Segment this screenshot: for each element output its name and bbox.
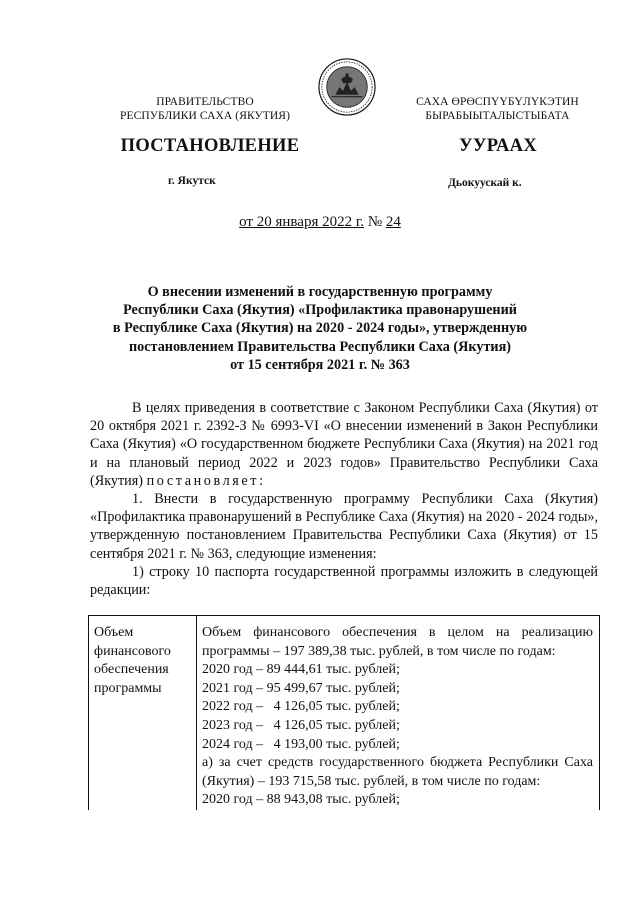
decree-number-sign: № bbox=[367, 214, 383, 230]
year-line: 2022 год – 4 126,05 тыс. рублей; bbox=[202, 699, 400, 715]
year-line: 2024 год – 4 193,00 тыс. рублей; bbox=[202, 736, 400, 752]
coat-of-arms-icon bbox=[318, 58, 376, 116]
intro-paragraph bbox=[90, 399, 598, 490]
decree-number: 24 bbox=[385, 214, 401, 230]
title-sakha: УУРААХ bbox=[459, 136, 537, 156]
subject-line: Республики Саха (Якутия) «Профилактика правонарушений bbox=[123, 302, 517, 319]
decree-date: от 20 января 2022 г. bbox=[239, 214, 365, 230]
decree-body bbox=[90, 399, 598, 599]
item-1-1-paragraph: 1) строку 10 паспорта государственной программы изложить в следующей редакции: bbox=[90, 563, 598, 599]
header-left bbox=[100, 95, 310, 123]
header-right-line2: БЫРАБЫЫТАЛЫСТЫБАТА bbox=[425, 110, 570, 122]
city-sakha: Дьокуускай к. bbox=[448, 177, 522, 189]
financing-intro: Объем финансового обеспечения в целом на реализацию программы – 197 389,38 тыс. рублей, в том числе по годам: bbox=[202, 625, 593, 659]
subject-line: постановлением Правительства Республики Саха (Якутия) bbox=[128, 338, 512, 355]
header-left-line2: РЕСПУБЛИКИ САХА (ЯКУТИЯ) bbox=[119, 110, 290, 122]
subject-line: О внесении изменений в государственную программу bbox=[147, 284, 493, 300]
table-value-cell bbox=[197, 616, 600, 810]
decree-date-line bbox=[0, 214, 640, 231]
decree-word: постановляет: bbox=[146, 472, 266, 489]
table-label-cell: Объем финансового обеспечения программы bbox=[89, 616, 197, 810]
header-left-line1: ПРАВИТЕЛЬСТВО bbox=[156, 96, 254, 108]
year-line: 2023 год – 4 126,05 тыс. рублей; bbox=[202, 717, 400, 733]
header-right-line1: САХА ӨРӨСПҮҮБҮЛҮКЭТИН bbox=[416, 96, 579, 108]
header-right bbox=[385, 95, 610, 123]
city-ru: г. Якутск bbox=[168, 175, 216, 187]
subject-line: в Республике Саха (Якутия) на 2020 - 2024 годы», утвержденную bbox=[112, 320, 528, 337]
intro-text: В целях приведения в соответствие с Законом Республики Саха (Якутия) от 20 октября 2021 г. 2392-З № 6993-VI «О внесении изменений в Закон Республики Саха (Якутия) «О государственном бюджете Республики Саха (Якутия) на 2021 год и на плановый период 2022 и 2023 годов» Правительство Республики Саха (Якутия) bbox=[90, 400, 598, 489]
subject-line: от 15 сентября 2021 г. № 363 bbox=[230, 356, 410, 373]
financing-table bbox=[88, 615, 600, 810]
decree-subject bbox=[90, 283, 550, 374]
table-row bbox=[89, 616, 600, 810]
item-1-paragraph: 1. Внести в государственную программу Республики Саха (Якутия) «Профилактика правонарушений в Республике Саха (Якутия) на 2020 - 2024 годы», утвержденную постановлением Правительства Республики Саха (Якутия) от 15 сентября 2021 г. № 363, следующие изменения: bbox=[90, 491, 598, 562]
year-line: 2020 год – 89 444,61 тыс. рублей; bbox=[202, 662, 400, 678]
year-line: 2021 год – 95 499,67 тыс. рублей; bbox=[202, 680, 400, 696]
financing-item-a: а) за счет средств государственного бюджета Республики Саха (Якутия) – 193 715,58 тыс. рублей, в том числе по годам: bbox=[202, 755, 593, 789]
title-ru: ПОСТАНОВЛЕНИЕ bbox=[120, 136, 300, 156]
year-line: 2020 год – 88 943,08 тыс. рублей; bbox=[202, 792, 400, 808]
